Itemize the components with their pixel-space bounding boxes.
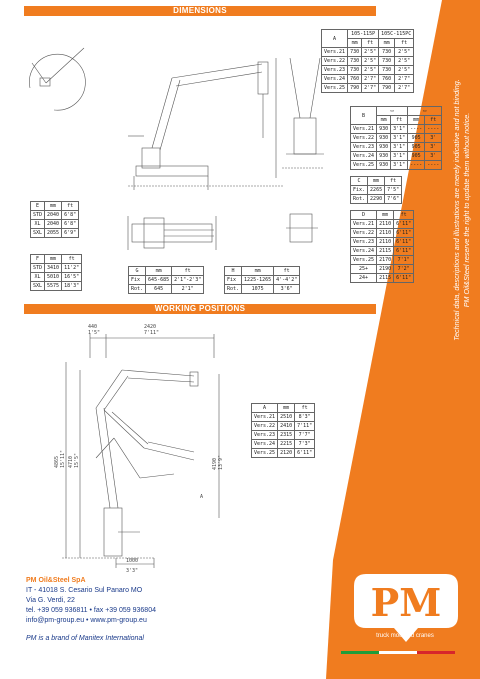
cell: 24+ xyxy=(351,274,377,283)
cell: 730 xyxy=(348,48,362,57)
cell: ---- xyxy=(425,161,442,170)
cell: Fix xyxy=(225,276,242,285)
table-row xyxy=(351,161,442,170)
table-f-unit: ft xyxy=(62,255,82,264)
cell: Fix. xyxy=(351,186,368,195)
cell: 7'1" xyxy=(394,256,414,265)
cell: 1075 xyxy=(242,285,274,294)
cell: ---- xyxy=(425,125,442,134)
cell: Vers.22 xyxy=(351,134,377,143)
disclaimer-line-2: PM Oil&Steel reserve the right to update them without notice. xyxy=(462,112,471,308)
table-g-unit: ft xyxy=(172,267,204,276)
table-wp-unit: ft xyxy=(295,404,315,413)
cell: 8'3" xyxy=(295,413,315,422)
table-row xyxy=(322,66,414,75)
cell: 730 xyxy=(348,57,362,66)
table-h-title: H xyxy=(225,267,242,276)
cell: 760 xyxy=(348,75,362,84)
cell: 2'1"-2'3" xyxy=(172,276,204,285)
cell: ---- xyxy=(408,125,425,134)
cell: Vers.21 xyxy=(322,48,348,57)
cell: 2110 xyxy=(377,238,394,247)
cell: 3'1" xyxy=(391,125,408,134)
wp-dim-top-left: 440 xyxy=(88,324,98,330)
flag-white xyxy=(379,651,417,654)
wp-dim-top-left-ft: 1'5" xyxy=(88,330,101,336)
dimensions-header: DIMENSIONS xyxy=(24,6,376,16)
table-b-icon-2: ▭ xyxy=(408,107,442,116)
cell: Vers.25 xyxy=(351,256,377,265)
cell: 2265 xyxy=(368,186,385,195)
table-c-unit: mm xyxy=(368,177,385,186)
cell: 7'11" xyxy=(295,422,315,431)
cell: 7'6" xyxy=(385,195,402,204)
table-row xyxy=(351,256,414,265)
wp-dim-top-right: 2420 xyxy=(144,324,157,330)
table-b-unit: ft xyxy=(425,116,442,125)
cell: Vers.24 xyxy=(351,247,377,256)
working-positions-header: WORKING POSITIONS xyxy=(24,304,376,314)
logo-mark: PM xyxy=(370,580,442,625)
table-a-unit: mm xyxy=(379,39,395,48)
cell: 2510 xyxy=(278,413,295,422)
italian-flag-stripe xyxy=(341,651,455,654)
table-h-unit: ft xyxy=(274,267,300,276)
table-row xyxy=(322,57,414,66)
cell: 790 xyxy=(379,84,395,93)
cell: 6'11" xyxy=(394,229,414,238)
table-c xyxy=(350,176,402,204)
table-row xyxy=(351,125,442,134)
table-row xyxy=(351,134,442,143)
table-e xyxy=(30,201,79,238)
cell: 2'5" xyxy=(362,48,379,57)
cell: Rot. xyxy=(129,285,146,294)
cell: 645-685 xyxy=(146,276,172,285)
cell: 6'9" xyxy=(62,229,79,238)
table-a-group-1: 105-115P xyxy=(348,30,379,39)
cell: 3410 xyxy=(45,264,62,273)
cell: ---- xyxy=(408,161,425,170)
cell: 5010 xyxy=(45,273,62,282)
cell: 3'1" xyxy=(391,152,408,161)
wp-dim-height-outer-ft: 15'11" xyxy=(60,449,66,468)
table-d xyxy=(350,210,414,283)
table-d-title: D xyxy=(351,211,377,220)
cell: 6'8" xyxy=(62,211,79,220)
disclaimer-line-1: Technical data, descriptions and illustrations are merely indicative and not binding. xyxy=(452,79,461,341)
table-row xyxy=(351,143,442,152)
table-a-unit: mm xyxy=(348,39,362,48)
cell: 2'7" xyxy=(395,75,414,84)
cell: 3' xyxy=(425,134,442,143)
wp-dim-top-right-ft: 7'11" xyxy=(144,330,160,336)
cell: STD xyxy=(31,264,45,273)
table-row xyxy=(351,247,414,256)
wp-dim-bottom-ft: 3'3" xyxy=(126,568,139,574)
cell: Vers.24 xyxy=(252,440,278,449)
cell: Rot. xyxy=(225,285,242,294)
table-row xyxy=(351,195,402,204)
cell: 730 xyxy=(379,66,395,75)
table-row xyxy=(252,413,315,422)
wp-dim-height-inner: 4710 xyxy=(68,455,74,468)
table-b-unit: mm xyxy=(377,116,391,125)
table-working-positions xyxy=(251,403,315,458)
company-brand: PM is a brand of Manitex International xyxy=(26,635,144,642)
logo-tagline: truck mounted cranes xyxy=(376,633,434,639)
cell: 3'1" xyxy=(391,143,408,152)
flag-green xyxy=(341,651,379,654)
cell: 2115 xyxy=(377,247,394,256)
cell: 3'6" xyxy=(274,285,300,294)
table-a xyxy=(321,29,414,93)
cell: Vers.24 xyxy=(322,75,348,84)
cell: 6'11" xyxy=(394,247,414,256)
cell: 2040 xyxy=(45,220,62,229)
table-wp-unit: mm xyxy=(278,404,295,413)
table-h-unit: mm xyxy=(242,267,274,276)
cell: Vers.23 xyxy=(351,238,377,247)
table-row xyxy=(31,282,82,291)
cell: 2040 xyxy=(45,211,62,220)
cell: 7'2" xyxy=(394,265,414,274)
table-row xyxy=(351,186,402,195)
cell: Vers.21 xyxy=(351,125,377,134)
table-row xyxy=(31,273,82,282)
cell: 2215 xyxy=(278,440,295,449)
company-name: PM Oil&Steel SpA xyxy=(26,577,86,584)
table-a-group-2: 105C-115PC xyxy=(379,30,414,39)
cell: 11'2" xyxy=(62,264,82,273)
company-phone: tel. +39 059 936811 • fax +39 059 936804 xyxy=(26,607,156,614)
cell: 6'8" xyxy=(62,220,79,229)
cell: 6'11" xyxy=(295,449,315,458)
table-c-title: C xyxy=(351,177,368,186)
cell: 2120 xyxy=(278,449,295,458)
table-row xyxy=(225,276,300,285)
cell: 2'5" xyxy=(395,48,414,57)
cell: 730 xyxy=(379,57,395,66)
cell: 2170 xyxy=(377,256,394,265)
company-web[interactable]: info@pm-group.eu • www.pm-group.eu xyxy=(26,617,147,624)
cell: 2110 xyxy=(377,220,394,229)
table-row xyxy=(31,211,79,220)
cell: 6'11" xyxy=(394,220,414,229)
table-row xyxy=(252,422,315,431)
cell: Vers.22 xyxy=(351,229,377,238)
table-row xyxy=(351,238,414,247)
table-row xyxy=(252,431,315,440)
table-g-title: G xyxy=(129,267,146,276)
disclaimer-note xyxy=(452,79,472,340)
wp-dim-height-right-ft: 13'9" xyxy=(218,454,224,470)
cell: 3' xyxy=(425,143,442,152)
cell: XL xyxy=(31,273,45,282)
cell: 1225-1265 xyxy=(242,276,274,285)
table-row xyxy=(129,285,204,294)
company-address-1: IT - 41018 S. Cesario Sul Panaro MO xyxy=(26,587,143,594)
table-e-unit: ft xyxy=(62,202,79,211)
cell: 930 xyxy=(377,152,391,161)
cell: 730 xyxy=(348,66,362,75)
cell: 930 xyxy=(377,143,391,152)
cell: SXL xyxy=(31,282,45,291)
cell: SXL xyxy=(31,229,45,238)
table-f-unit: mm xyxy=(45,255,62,264)
cell: Vers.21 xyxy=(351,220,377,229)
table-row xyxy=(351,265,414,274)
cell: 7'7" xyxy=(295,431,315,440)
table-row xyxy=(31,229,79,238)
cell: Vers.25 xyxy=(351,161,377,170)
cell: 4'-4'2" xyxy=(274,276,300,285)
table-row xyxy=(252,440,315,449)
cell: 2115 xyxy=(377,274,394,283)
table-b-unit: ft xyxy=(391,116,408,125)
table-g xyxy=(128,266,204,294)
cell: 2'7" xyxy=(362,75,379,84)
table-b xyxy=(350,106,442,170)
cell: Vers.21 xyxy=(252,413,278,422)
table-f xyxy=(30,254,82,291)
table-b-unit: mm xyxy=(408,116,425,125)
table-row xyxy=(129,276,204,285)
cell: 2'5" xyxy=(395,57,414,66)
cell: Vers.24 xyxy=(351,152,377,161)
table-c-unit: ft xyxy=(385,177,402,186)
cell: 2'5" xyxy=(362,66,379,75)
wp-dim-height-right: 4190 xyxy=(212,457,218,470)
table-e-title: E xyxy=(31,202,45,211)
table-row xyxy=(322,84,414,93)
cell: 2'7" xyxy=(395,84,414,93)
table-h xyxy=(224,266,300,294)
cell: 2410 xyxy=(278,422,295,431)
wp-dim-height-outer: 4865 xyxy=(54,455,60,468)
company-info xyxy=(26,576,156,644)
cell: Vers.25 xyxy=(252,449,278,458)
working-positions-drawing xyxy=(44,318,224,576)
cell: 25+ xyxy=(351,265,377,274)
cell: 3'1" xyxy=(391,134,408,143)
company-address-2: Via G. Verdi, 22 xyxy=(26,597,75,604)
cell: 2290 xyxy=(368,195,385,204)
table-row xyxy=(252,449,315,458)
table-row xyxy=(225,285,300,294)
table-g-unit: mm xyxy=(146,267,172,276)
table-b-icon-1: ▭ xyxy=(377,107,408,116)
cell: 16'5" xyxy=(62,273,82,282)
cell: 3'1" xyxy=(391,161,408,170)
cell: 905 xyxy=(408,143,425,152)
table-row xyxy=(351,229,414,238)
cell: 2'1" xyxy=(172,285,204,294)
table-f-title: F xyxy=(31,255,45,264)
cell: Vers.23 xyxy=(322,66,348,75)
cell: 2055 xyxy=(45,229,62,238)
cell: 2'7" xyxy=(362,84,379,93)
cell: 2'5" xyxy=(362,57,379,66)
cell: 645 xyxy=(146,285,172,294)
table-row xyxy=(322,48,414,57)
table-a-unit: ft xyxy=(362,39,379,48)
cell: 2'5" xyxy=(395,66,414,75)
cell: Vers.22 xyxy=(322,57,348,66)
cell: 905 xyxy=(408,134,425,143)
table-row xyxy=(322,75,414,84)
cell: 2315 xyxy=(278,431,295,440)
cell: Vers.22 xyxy=(252,422,278,431)
table-row xyxy=(31,220,79,229)
cell: Fix xyxy=(129,276,146,285)
cell: Rot. xyxy=(351,195,368,204)
cell: 2190 xyxy=(377,265,394,274)
table-a-unit: ft xyxy=(395,39,414,48)
table-a-title: A xyxy=(322,30,348,48)
cell: 930 xyxy=(377,125,391,134)
cell: Vers.23 xyxy=(252,431,278,440)
wp-dim-height-inner-ft: 15'5" xyxy=(74,452,80,468)
table-row xyxy=(31,264,82,273)
table-wp-title: A xyxy=(252,404,278,413)
table-d-unit: ft xyxy=(394,211,414,220)
table-row xyxy=(351,220,414,229)
cell: 18'3" xyxy=(62,282,82,291)
cell: 6'11" xyxy=(394,274,414,283)
table-row xyxy=(351,274,414,283)
table-d-unit: mm xyxy=(377,211,394,220)
cell: 7'5" xyxy=(385,186,402,195)
cell: 760 xyxy=(379,75,395,84)
cell: 790 xyxy=(348,84,362,93)
cell: 930 xyxy=(377,134,391,143)
cell: 730 xyxy=(379,48,395,57)
cell: Vers.23 xyxy=(351,143,377,152)
cell: 7'3" xyxy=(295,440,315,449)
cell: STD xyxy=(31,211,45,220)
cell: 930 xyxy=(377,161,391,170)
wp-dim-label-a: A xyxy=(200,494,204,500)
cell: 3' xyxy=(425,152,442,161)
flag-red xyxy=(417,651,455,654)
cell: 2110 xyxy=(377,229,394,238)
table-row xyxy=(351,152,442,161)
cell: 6'11" xyxy=(394,238,414,247)
cell: XL xyxy=(31,220,45,229)
wp-dim-bottom: 1000 xyxy=(126,558,139,564)
cell: 905 xyxy=(408,152,425,161)
table-e-unit: mm xyxy=(45,202,62,211)
table-b-title: B xyxy=(351,107,377,125)
cell: 5575 xyxy=(45,282,62,291)
cell: Vers.25 xyxy=(322,84,348,93)
